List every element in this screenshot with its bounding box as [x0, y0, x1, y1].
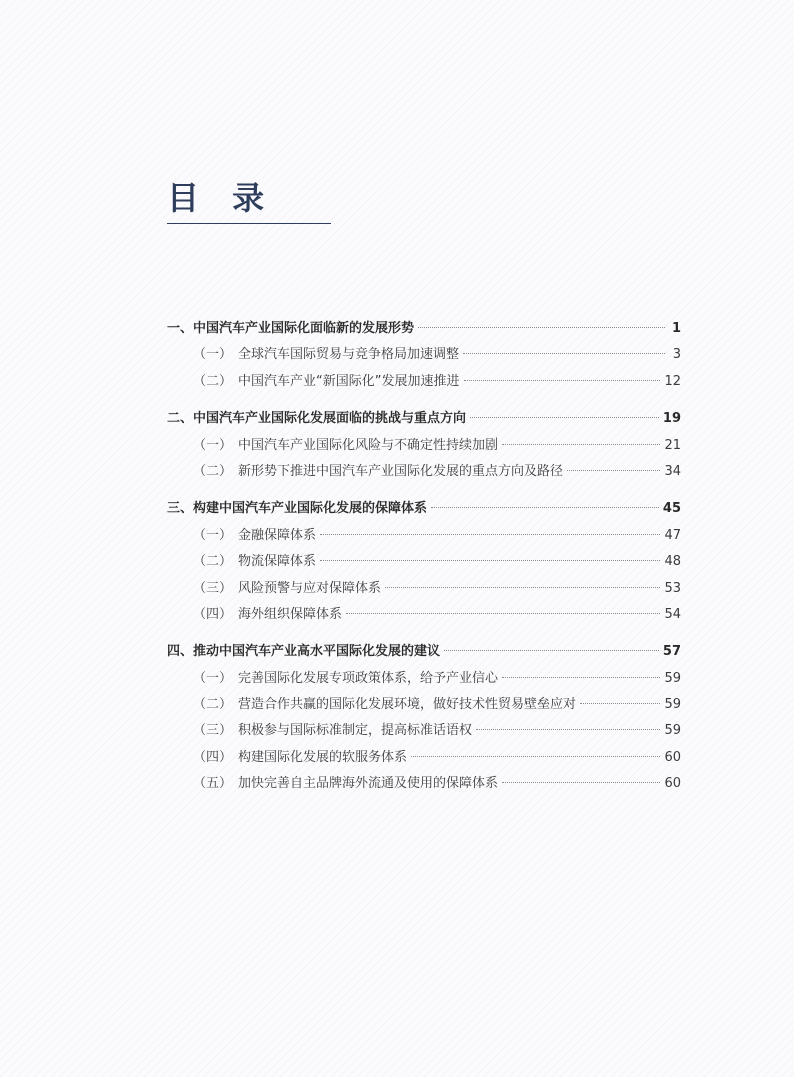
- toc-entry-chapter[interactable]: [167, 316, 681, 342]
- toc-entry-chapter[interactable]: [167, 639, 681, 665]
- toc-entry-subsection[interactable]: [167, 745, 681, 771]
- toc-entry-number: （五）: [193, 776, 233, 792]
- toc-entry-label: 金融保障体系: [238, 527, 317, 543]
- toc-leader-dots: [346, 613, 660, 614]
- toc-leader-dots: [463, 353, 665, 354]
- toc-entry-label: 中国汽车产业国际化风险与不确定性持续加剧: [238, 437, 499, 453]
- toc-entry-subsection[interactable]: [167, 549, 681, 575]
- toc-page-number: 3: [672, 347, 681, 363]
- toc-entry-label: 三、构建中国汽车产业国际化发展的保障体系: [167, 501, 428, 517]
- toc-entry-number: （四）: [193, 606, 233, 622]
- toc-entry-number: （三）: [193, 723, 233, 739]
- toc-page-number: 54: [664, 606, 681, 622]
- toc-page-number: 59: [664, 697, 681, 713]
- toc-entry-label: 风险预警与应对保障体系: [238, 580, 382, 596]
- toc-leader-dots: [470, 417, 659, 418]
- toc-leader-dots: [385, 587, 660, 588]
- toc-entry-label: 完善国际化发展专项政策体系，给予产业信心: [238, 670, 499, 686]
- toc-entry-label: 加快完善自主品牌海外流通及使用的保障体系: [238, 776, 499, 792]
- toc-page-number: 60: [664, 776, 681, 792]
- toc-leader-dots: [580, 703, 660, 704]
- toc-entry-subsection[interactable]: [167, 459, 681, 485]
- toc-entry-subsection[interactable]: [167, 771, 681, 797]
- toc-entry-subsection[interactable]: [167, 692, 681, 718]
- toc-page-number: 60: [664, 749, 681, 765]
- toc-entry-subsection[interactable]: [167, 342, 681, 368]
- toc-page-number: 1: [671, 321, 681, 336]
- toc-page-number: 48: [664, 554, 681, 570]
- table-of-contents: [167, 316, 681, 809]
- toc-entry-subsection[interactable]: [167, 718, 681, 744]
- toc-page-number: 19: [662, 411, 681, 427]
- toc-leader-dots: [320, 534, 660, 535]
- toc-entry-label: 海外组织保障体系: [238, 606, 343, 622]
- toc-entry-subsection[interactable]: [167, 523, 681, 549]
- toc-entry-label: 物流保障体系: [238, 554, 317, 570]
- toc-leader-dots: [418, 327, 665, 328]
- toc-entry-number: （一）: [193, 670, 233, 686]
- toc-entry-chapter[interactable]: [167, 496, 681, 522]
- toc-leader-dots: [502, 444, 660, 445]
- toc-entry-label: 中国汽车产业“新国际化”发展加速推进: [238, 373, 460, 389]
- toc-entry-label: 一、中国汽车产业国际化面临新的发展形势: [167, 321, 415, 336]
- toc-entry-number: （二）: [193, 697, 233, 713]
- title-underline: [167, 223, 331, 224]
- toc-entry-number: （二）: [193, 463, 233, 479]
- toc-leader-dots: [502, 677, 660, 678]
- toc-entry-label: 二、中国汽车产业国际化发展面临的挑战与重点方向: [167, 411, 467, 427]
- toc-entry-number: （三）: [193, 580, 233, 596]
- toc-entry-number: （一）: [193, 437, 233, 453]
- toc-leader-dots: [431, 507, 659, 508]
- toc-entry-subsection[interactable]: [167, 433, 681, 459]
- toc-entry-number: （二）: [193, 373, 233, 389]
- toc-page-number: 45: [662, 501, 681, 517]
- toc-page-number: 59: [664, 670, 681, 686]
- toc-entry-number: （四）: [193, 749, 233, 765]
- toc-page-number: 21: [664, 437, 681, 453]
- toc-leader-dots: [444, 650, 659, 651]
- toc-entry-label: 构建国际化发展的软服务体系: [238, 749, 408, 765]
- toc-section-1: [167, 316, 681, 395]
- toc-entry-label: 全球汽车国际贸易与竞争格局加速调整: [238, 347, 460, 363]
- toc-entry-subsection[interactable]: [167, 666, 681, 692]
- toc-section-2: [167, 406, 681, 485]
- toc-entry-label: 营造合作共赢的国际化发展环境，做好技术性贸易壁垒应对: [238, 697, 577, 713]
- toc-page-number: 47: [664, 527, 681, 543]
- toc-entry-number: （一）: [193, 347, 233, 363]
- toc-leader-dots: [502, 782, 660, 783]
- toc-entry-subsection[interactable]: [167, 576, 681, 602]
- toc-page-number: 59: [664, 723, 681, 739]
- toc-page-number: 34: [664, 463, 681, 479]
- toc-leader-dots: [567, 470, 660, 471]
- page-title: 目 录: [167, 179, 276, 217]
- toc-leader-dots: [320, 560, 660, 561]
- toc-page-number: 57: [662, 644, 681, 660]
- toc-section-3: [167, 496, 681, 628]
- toc-leader-dots: [464, 380, 661, 381]
- toc-entry-label: 四、推动中国汽车产业高水平国际化发展的建议: [167, 644, 441, 660]
- toc-section-4: [167, 639, 681, 797]
- toc-entry-subsection[interactable]: [167, 369, 681, 395]
- toc-page-number: 12: [664, 373, 681, 389]
- toc-entry-label: 积极参与国际标准制定，提高标准话语权: [238, 723, 473, 739]
- toc-page-number: 53: [664, 580, 681, 596]
- toc-entry-label: 新形势下推进中国汽车产业国际化发展的重点方向及路径: [238, 463, 564, 479]
- toc-entry-subsection[interactable]: [167, 602, 681, 628]
- toc-entry-chapter[interactable]: [167, 406, 681, 432]
- toc-entry-number: （一）: [193, 527, 233, 543]
- toc-entry-number: （二）: [193, 554, 233, 570]
- toc-leader-dots: [476, 729, 660, 730]
- toc-leader-dots: [411, 756, 660, 757]
